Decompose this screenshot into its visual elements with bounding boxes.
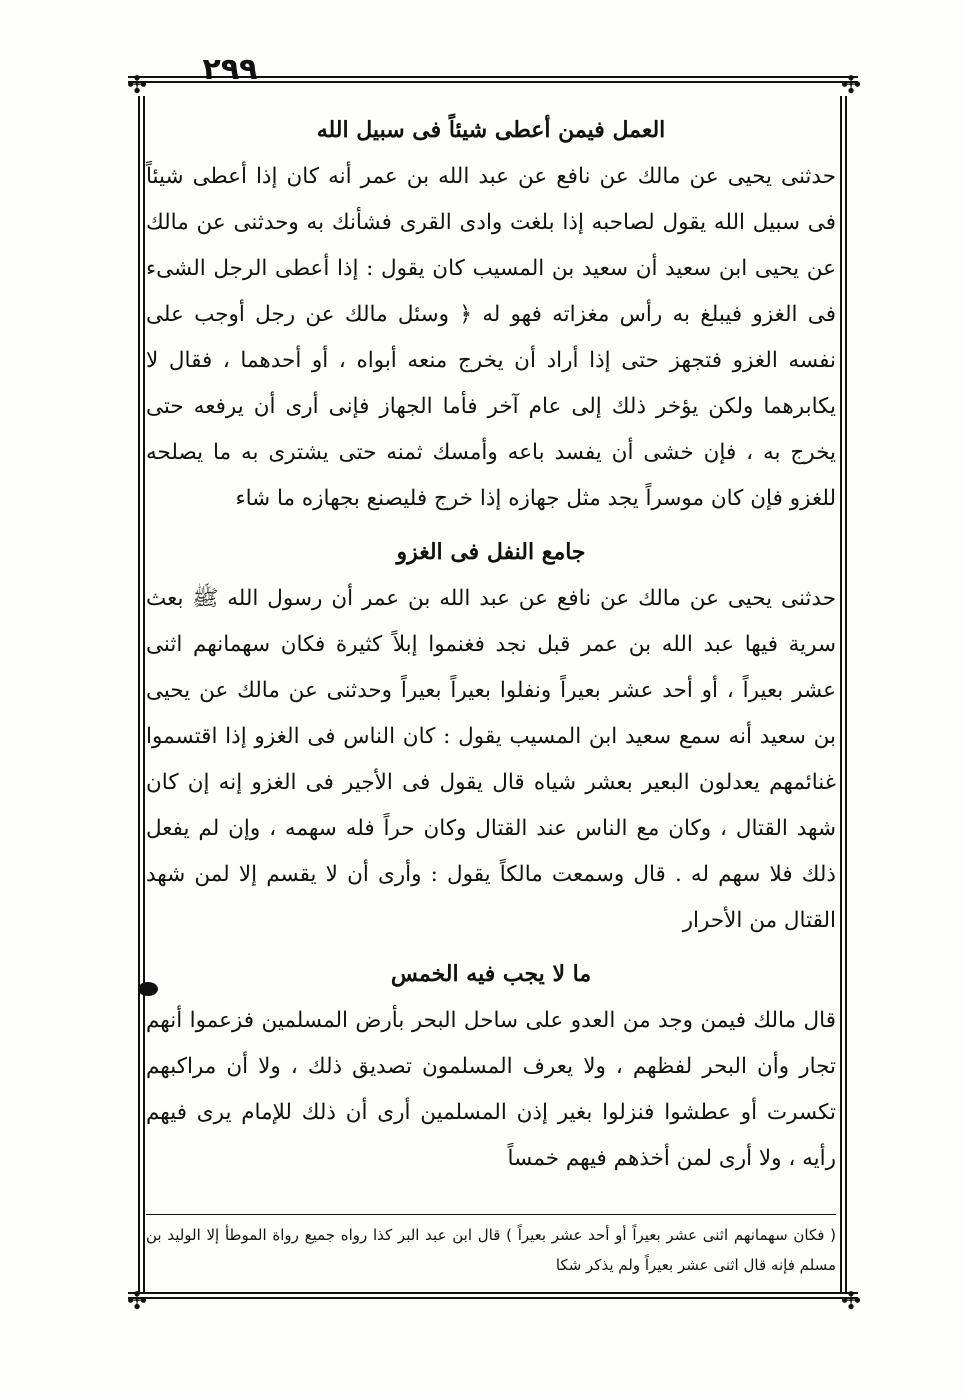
frame-top-rule: [128, 76, 858, 83]
section-paragraph: قال مالك فيمن وجد من العدو على ساحل البحر بأرض المسلمين فزعموا أنهم تجار وأن البحر لفظهم ، ولا يعرف المسلمون تصديق ذلك ، ولا أن مراكبهم تكسرت أو عطشوا فنزلوا بغير إذن المسلمين أرى أن ذلك للإمام يرى فيهم رأيه ، ولا أرى لمن أخذهم فيهم خمساً: [146, 1008, 836, 1171]
section-paragraph: حدثنى يحيى عن مالك عن نافع عن عبد الله بن عمر أن رسول الله ﷺ بعث سرية فيها عبد الله بن عمر قبل نجد فغنموا إبلاً كثيرة فكان سهمانهم اثنى عشر بعيراً ، أو أحد عشر بعيراً ونفلوا بعيراً بعيراً وحدثنى عن مالك عن يحيى بن سعيد أنه سمع سعيد ابن المسيب يقول : كان الناس فى الغزو إذا اقتسموا غنائمهم يعدلون البعير بعشر شياه قال يقول فى الأجير فى الغزو إنه إن كان شهد القتال ، وكان مع الناس عند القتال وكان حراً فله سهمه ، وإن لم يفعل ذلك فلا سهم له . قال وسمعت مالكاً يقول : وأرى أن لا يقسم إلا لمن شهد القتال من الأحرار: [146, 586, 836, 933]
floral-corner-icon: ✣: [126, 71, 148, 99]
frame-right-rule: [840, 96, 847, 1292]
section-paragraph: حدثنى يحيى عن مالك عن نافع عن عبد الله بن عمر أنه كان إذا أعطى شيئاً فى سبيل الله يقول لصاحبه إذا بلغت وادى القرى فشأنك به وحدثنى عن مالك عن يحيى ابن سعيد أن سعيد بن المسيب كان يقول : إذا أعطى الرجل الشىء فى الغزو فيبلغ به رأس مغزاته فهو له ﴿ وسئل مالك عن رجل أوجب على نفسه الغزو فتجهز حتى إذا أراد أن يخرج منعه أبواه ، أو أحدهما ، فقال لا يكابرهما ولكن يؤخر ذلك إلى عام آخر فأما الجهاز فإنى أرى أن يرفعه حتى يخرج به ، فإن خشى أن يفسد باعه وأمسك ثمنه حتى يشترى به ما يصلحه للغزو فإن كان موسراً يجد مثل جهازه إذا خرج فليصنع بجهازه ما شاء: [146, 164, 836, 511]
page-number: ٢٩٩: [202, 52, 258, 87]
floral-corner-icon: ✣: [840, 1287, 862, 1315]
frame-bottom-rule: [128, 1292, 858, 1299]
floral-corner-icon: ✣: [126, 1287, 148, 1315]
page-body: [146, 100, 836, 1182]
footnote: ( فكان سهمانهم اثنى عشر بعيراً أو أحد عشر بعيراً ) قال ابن عبد البر كذا رواه جميع رواة الموطأ إلا الوليد بن مسلم فإنه قال اثنى عشر بعيراً ولم يذكر شكا: [146, 1226, 836, 1274]
frame-left-rule: [138, 96, 145, 1292]
floral-corner-icon: ✣: [840, 71, 862, 99]
footnote-rule: [146, 1214, 836, 1215]
section-heading: العمل فيمن أعطى شيئاً فى سبيل الله: [316, 117, 666, 143]
section-heading: ما لا يجب فيه الخمس: [390, 961, 592, 987]
section-heading: جامع النفل فى الغزو: [396, 539, 586, 565]
